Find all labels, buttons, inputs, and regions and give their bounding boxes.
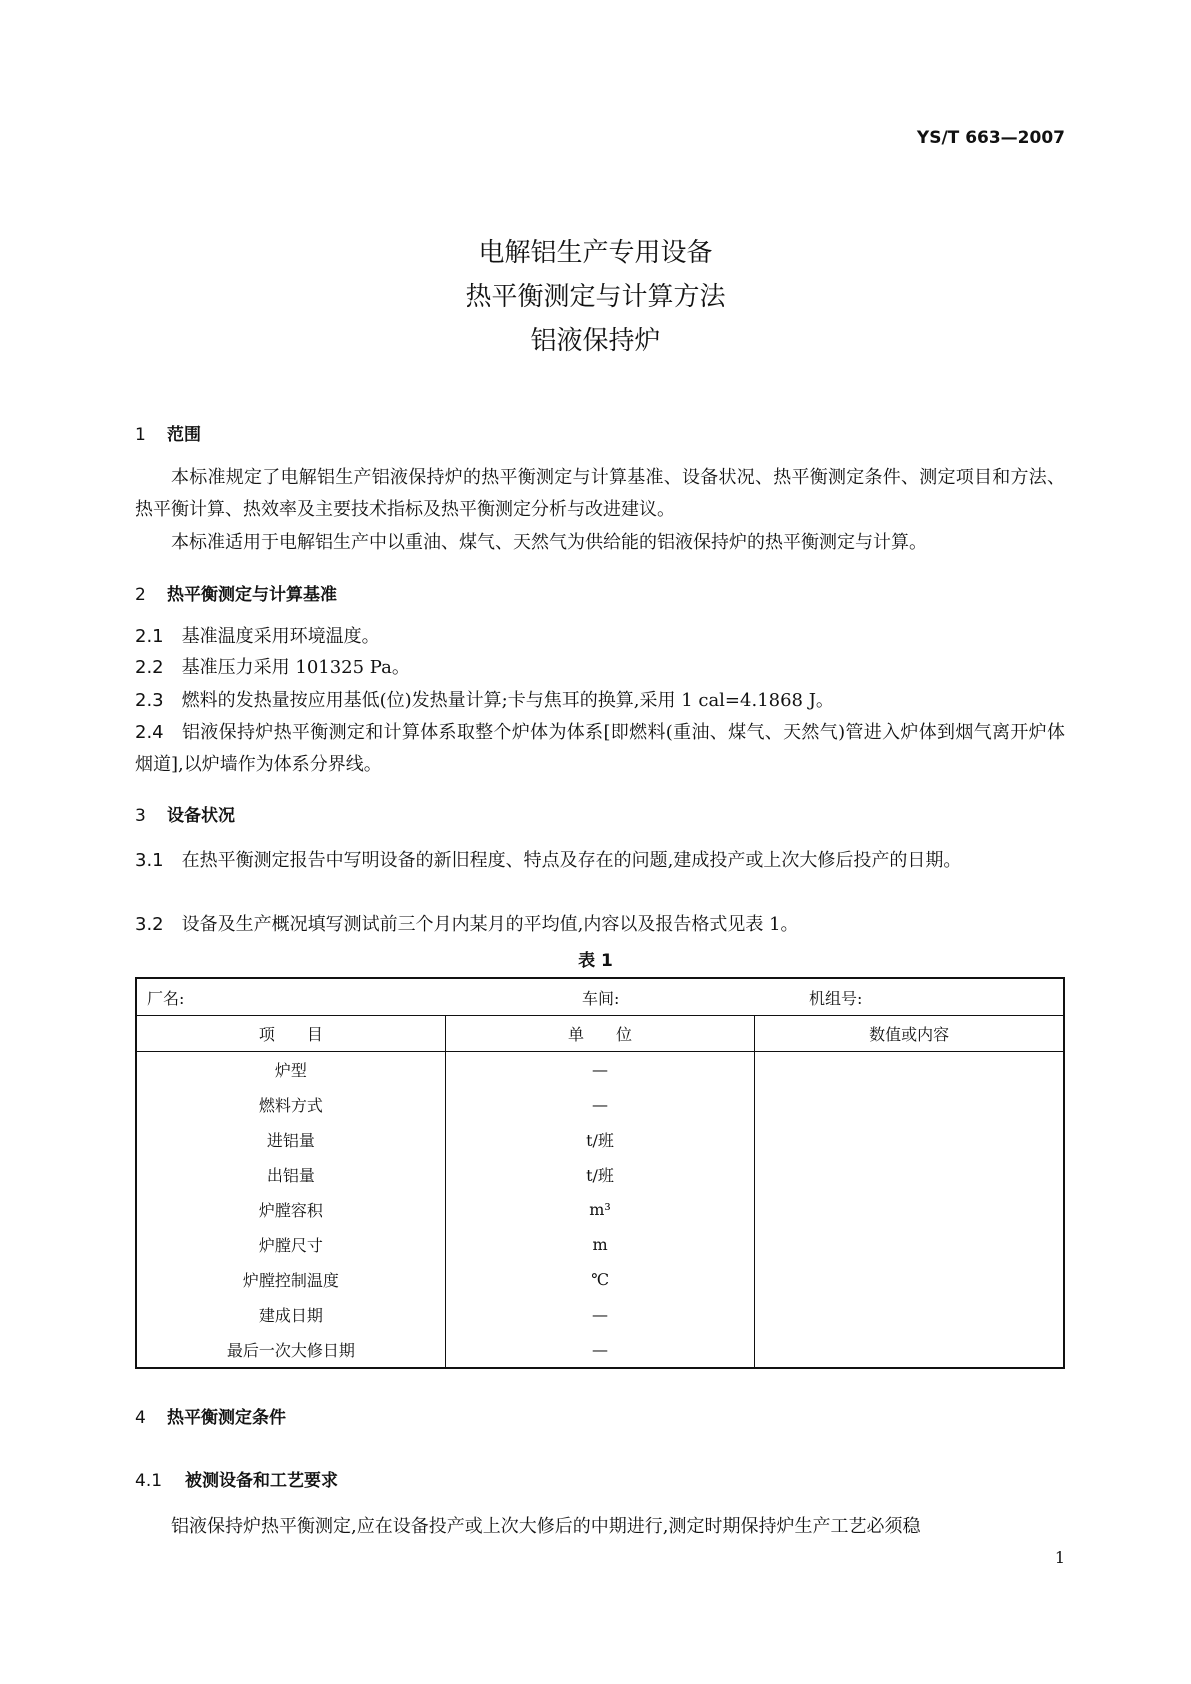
column-header: 数值或内容 <box>755 1016 1064 1052</box>
unit-cell: m³ <box>445 1192 754 1227</box>
factory-label: 厂名: <box>147 988 185 1008</box>
table-header-row <box>136 1016 1064 1052</box>
clause-text: 基准温度采用环境温度。 <box>181 626 380 647</box>
item-cell: 建成日期 <box>136 1297 445 1332</box>
section-number: 4 <box>135 1408 146 1428</box>
unit-cell: t/班 <box>445 1157 754 1192</box>
clause-number: 3.2 <box>135 914 164 935</box>
title-line-1: 电解铝生产专用设备 <box>478 238 713 268</box>
column-header: 单 位 <box>445 1016 754 1052</box>
value-cell <box>755 1332 1064 1368</box>
subsection-number: 4.1 <box>135 1471 163 1491</box>
section-title: 热平衡测定条件 <box>167 1408 286 1428</box>
clause-number: 2.1 <box>135 626 164 647</box>
section-title: 范围 <box>167 425 201 445</box>
item-cell: 最后一次大修日期 <box>136 1332 445 1368</box>
unit-cell: — <box>445 1087 754 1122</box>
section-title: 热平衡测定与计算基准 <box>167 585 337 605</box>
section-number: 2 <box>135 585 146 605</box>
clause-2-1 <box>135 621 1065 653</box>
clause-text: 铝液保持炉热平衡测定和计算体系取整个炉体为体系[即燃料(重油、煤气、天然气)管进入炉体到烟气离开炉体烟道],以炉墙作为体系分界线。 <box>135 722 1065 775</box>
section-1-para-1: 本标准规定了电解铝生产铝液保持炉的热平衡测定与计算基准、设备状况、热平衡测定条件、测定项目和方法、热平衡计算、热效率及主要技术指标及热平衡测定分析与改进建议。 <box>135 467 1065 520</box>
item-cell: 出铝量 <box>136 1157 445 1192</box>
table-row <box>136 1332 1064 1368</box>
table-row <box>136 1297 1064 1332</box>
subsection-4-1-heading <box>135 1466 338 1491</box>
unit-cell: — <box>445 1297 754 1332</box>
clause-2-3 <box>135 685 1065 717</box>
section-1-heading <box>135 420 201 445</box>
value-cell <box>755 1157 1064 1192</box>
unit-cell: — <box>445 1332 754 1368</box>
title-line-3: 铝液保持炉 <box>530 326 661 356</box>
section-number: 3 <box>135 806 146 826</box>
subsection-title: 被测设备和工艺要求 <box>185 1471 338 1491</box>
meta-cell <box>136 978 1064 1016</box>
page-number: 1 <box>1054 1548 1065 1567</box>
table-row <box>136 1157 1064 1192</box>
unit-cell: m <box>445 1227 754 1262</box>
section-2-heading <box>135 580 337 605</box>
workshop-label: 车间: <box>582 988 620 1008</box>
clause-2-2 <box>135 652 1065 684</box>
clause-3-2 <box>135 909 1065 941</box>
clause-number: 3.1 <box>135 850 164 871</box>
unit-number-label: 机组号: <box>809 988 863 1008</box>
table-row <box>136 1087 1064 1122</box>
table-row <box>136 1052 1064 1088</box>
unit-cell: t/班 <box>445 1122 754 1157</box>
table-row <box>136 1227 1064 1262</box>
table-meta-row <box>136 978 1064 1016</box>
section-title: 设备状况 <box>167 806 235 826</box>
value-cell <box>755 1297 1064 1332</box>
value-cell <box>755 1087 1064 1122</box>
clause-number: 2.3 <box>135 690 164 711</box>
item-cell: 炉膛控制温度 <box>136 1262 445 1297</box>
unit-cell: ℃ <box>445 1262 754 1297</box>
section-1-para-2: 本标准适用于电解铝生产中以重油、煤气、天然气为供给能的铝液保持炉的热平衡测定与计算。 <box>171 532 927 553</box>
unit-cell: — <box>445 1052 754 1088</box>
item-cell: 进铝量 <box>136 1122 445 1157</box>
table-row <box>136 1262 1064 1297</box>
table-caption: 表 1 <box>578 951 613 971</box>
title-line-2: 热平衡测定与计算方法 <box>465 282 726 312</box>
section-4-para: 铝液保持炉热平衡测定,应在设备投产或上次大修后的中期进行,测定时期保持炉生产工艺必须稳 <box>171 1516 921 1537</box>
value-cell <box>755 1052 1064 1088</box>
clause-text: 设备及生产概况填写测试前三个月内某月的平均值,内容以及报告格式见表 1。 <box>181 914 799 935</box>
clause-text: 基准压力采用 101325 Pa。 <box>181 657 410 678</box>
section-3-heading <box>135 801 235 826</box>
standard-number: YS/T 663—2007 <box>916 128 1065 148</box>
clause-text: 燃料的发热量按应用基低(位)发热量计算;卡与焦耳的换算,采用 1 cal=4.1868 J。 <box>181 690 834 711</box>
column-header: 项 目 <box>136 1016 445 1052</box>
clause-text: 在热平衡测定报告中写明设备的新旧程度、特点及存在的问题,建成投产或上次大修后投产的日期。 <box>181 850 962 871</box>
item-cell: 炉膛容积 <box>136 1192 445 1227</box>
item-cell: 炉膛尺寸 <box>136 1227 445 1262</box>
section-number: 1 <box>135 425 146 445</box>
value-cell <box>755 1227 1064 1262</box>
table-row <box>136 1122 1064 1157</box>
value-cell <box>755 1262 1064 1297</box>
item-cell: 燃料方式 <box>136 1087 445 1122</box>
value-cell <box>755 1122 1064 1157</box>
section-4-heading <box>135 1403 286 1428</box>
clause-number: 2.2 <box>135 657 164 678</box>
clause-number: 2.4 <box>135 722 164 743</box>
clause-2-4 <box>135 717 1065 781</box>
equipment-table <box>135 977 1065 1369</box>
clause-3-1 <box>135 845 1065 877</box>
item-cell: 炉型 <box>136 1052 445 1088</box>
table-row <box>136 1192 1064 1227</box>
value-cell <box>755 1192 1064 1227</box>
